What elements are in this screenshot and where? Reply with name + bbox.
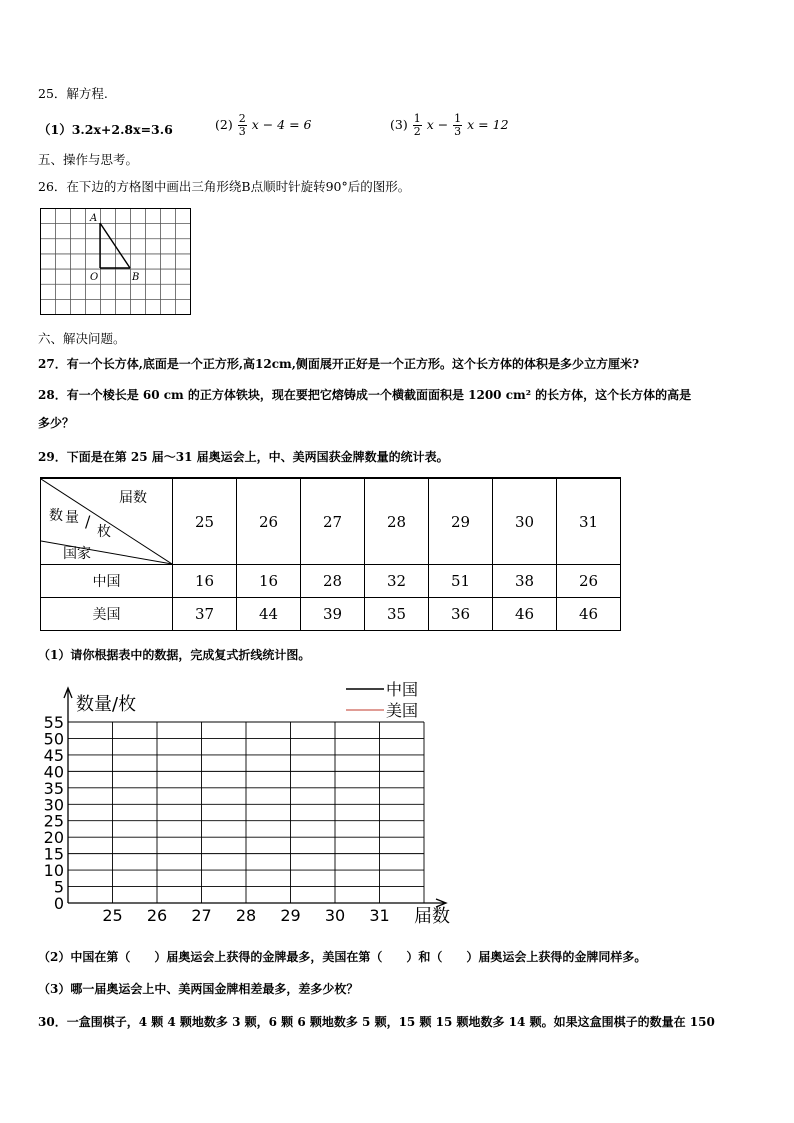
table-row-usa xyxy=(41,598,621,631)
q25-equation-1: （1）3.2x+2.8x=3.6 xyxy=(38,122,173,137)
table-header-row xyxy=(41,478,621,565)
x-tick-label: 26 xyxy=(146,906,168,925)
country-cell: 美国 xyxy=(41,598,173,631)
value-cell: 16 xyxy=(173,565,237,598)
label-o: O xyxy=(90,272,99,283)
q25-equation-2 xyxy=(215,113,311,138)
value-cell: 39 xyxy=(301,598,365,631)
y-tick-label: 55 xyxy=(43,713,64,732)
eq3-rest: x = 12 xyxy=(467,117,509,132)
x-axis-label: 届数 xyxy=(414,906,450,927)
corner-unit: 枚 xyxy=(97,524,111,540)
x-tick-label: 31 xyxy=(369,906,390,925)
q27-text: 27．有一个长方体,底面是一个正方形,高12cm,侧面展开正好是一个正方形。这个长方体的体积是多少立方厘米? xyxy=(38,357,639,371)
value-cell: 26 xyxy=(557,565,621,598)
eq3-den2: 3 xyxy=(454,125,462,138)
x-tick-label: 27 xyxy=(191,906,212,925)
x-tick-label: 29 xyxy=(280,906,301,925)
legend-label: 美国 xyxy=(386,701,419,720)
x-tick-label: 25 xyxy=(102,906,123,925)
q25-equation-3 xyxy=(390,113,509,138)
q29-sub2: （2）中国在第（ ）届奥运会上获得的金牌最多，美国在第（ ）和（ ）届奥运会上获得的金牌同样多。 xyxy=(38,950,647,964)
line-chart xyxy=(36,678,456,933)
rotation-grid xyxy=(40,208,192,319)
eq2-den: 3 xyxy=(238,125,246,138)
y-tick-label: 5 xyxy=(53,877,64,897)
chart-svg xyxy=(36,678,456,930)
session-cell: 31 xyxy=(557,478,621,565)
q29-sub3: （3）哪一届奥运会上中、美两国金牌相差最多，差多少枚？ xyxy=(38,982,359,996)
x-tick-label: 28 xyxy=(235,906,257,925)
corner-sessions: 届数 xyxy=(119,490,147,506)
value-cell: 16 xyxy=(237,565,301,598)
value-cell: 46 xyxy=(557,598,621,631)
y-tick-label: 45 xyxy=(43,745,64,765)
y-tick-label: 35 xyxy=(43,778,64,798)
value-cell: 36 xyxy=(429,598,493,631)
session-cell: 29 xyxy=(429,478,493,565)
q30-text: 30．一盒围棋子，4 颗 4 颗地数多 3 颗，6 颗 6 颗地数多 5 颗，15 颗 15 颗地数多 14 颗。如果这盒围棋子的数量在 150 xyxy=(38,1015,715,1029)
y-tick-label: 10 xyxy=(43,861,64,881)
y-tick-label: 0 xyxy=(53,894,64,913)
grid-lines xyxy=(41,209,191,315)
session-cell: 27 xyxy=(301,478,365,565)
eq2-num: 2 xyxy=(238,112,246,125)
session-cell: 30 xyxy=(493,478,557,565)
corner-slash: / xyxy=(85,512,91,531)
q26-text: 26．在下边的方格图中画出三角形绕B点顺时针旋转90°后的图形。 xyxy=(38,179,411,194)
session-cell: 28 xyxy=(365,478,429,565)
value-cell: 51 xyxy=(429,565,493,598)
corner-country: 国家 xyxy=(63,546,91,562)
eq3-prefix: (3) xyxy=(390,117,408,132)
y-tick-label: 20 xyxy=(43,828,64,848)
section-6-heading: 六、解决问题。 xyxy=(38,331,126,346)
label-b: B xyxy=(132,272,140,283)
session-cell: 26 xyxy=(237,478,301,565)
x-tick-label: 30 xyxy=(324,906,346,925)
eq3-mid: x − xyxy=(426,117,449,132)
grid-svg xyxy=(40,208,192,316)
country-cell: 中国 xyxy=(41,565,173,598)
y-axis-label: 数量/枚 xyxy=(76,694,137,715)
q29-title: 29．下面是在第 25 届～31 届奥运会上，中、美两国获金牌数量的统计表。 xyxy=(38,450,449,464)
corner-qty-1: 数 xyxy=(49,508,63,524)
medal-table xyxy=(40,477,621,631)
y-tick-label: 15 xyxy=(43,844,64,864)
q25-title: 25．解方程. xyxy=(38,86,108,101)
eq2-prefix: (2) xyxy=(215,117,233,132)
legend-label: 中国 xyxy=(386,680,419,699)
y-tick-label: 25 xyxy=(43,811,64,831)
table-row-china xyxy=(41,565,621,598)
session-cell: 25 xyxy=(173,478,237,565)
table-corner-cell xyxy=(41,478,173,565)
eq3-num1: 1 xyxy=(413,112,421,125)
eq3-den1: 2 xyxy=(413,125,421,138)
corner-qty-2: 量 xyxy=(65,510,79,526)
value-cell: 32 xyxy=(365,565,429,598)
value-cell: 28 xyxy=(301,565,365,598)
eq3-fraction-2 xyxy=(453,113,462,138)
y-tick-label: 30 xyxy=(43,795,64,815)
y-tick-label: 50 xyxy=(43,729,64,749)
value-cell: 37 xyxy=(173,598,237,631)
eq3-num2: 1 xyxy=(454,112,462,125)
eq2-fraction xyxy=(238,113,247,138)
q28-text-line1: 28．有一个棱长是 60 cm 的正方体铁块，现在要把它熔铸成一个横截面面积是 1200 cm² 的长方体，这个长方体的高是 xyxy=(38,388,692,402)
value-cell: 44 xyxy=(237,598,301,631)
value-cell: 38 xyxy=(493,565,557,598)
value-cell: 35 xyxy=(365,598,429,631)
q29-sub1: （1）请你根据表中的数据，完成复式折线统计图。 xyxy=(38,648,311,662)
triangle-side-ab xyxy=(100,223,130,268)
label-a: A xyxy=(90,213,98,224)
section-5-heading: 五、操作与思考。 xyxy=(38,152,139,167)
y-tick-label: 40 xyxy=(43,762,64,782)
eq3-fraction-1 xyxy=(413,113,422,138)
eq2-rest: x − 4 = 6 xyxy=(251,117,312,132)
q28-text-line2: 多少？ xyxy=(38,416,75,430)
value-cell: 46 xyxy=(493,598,557,631)
